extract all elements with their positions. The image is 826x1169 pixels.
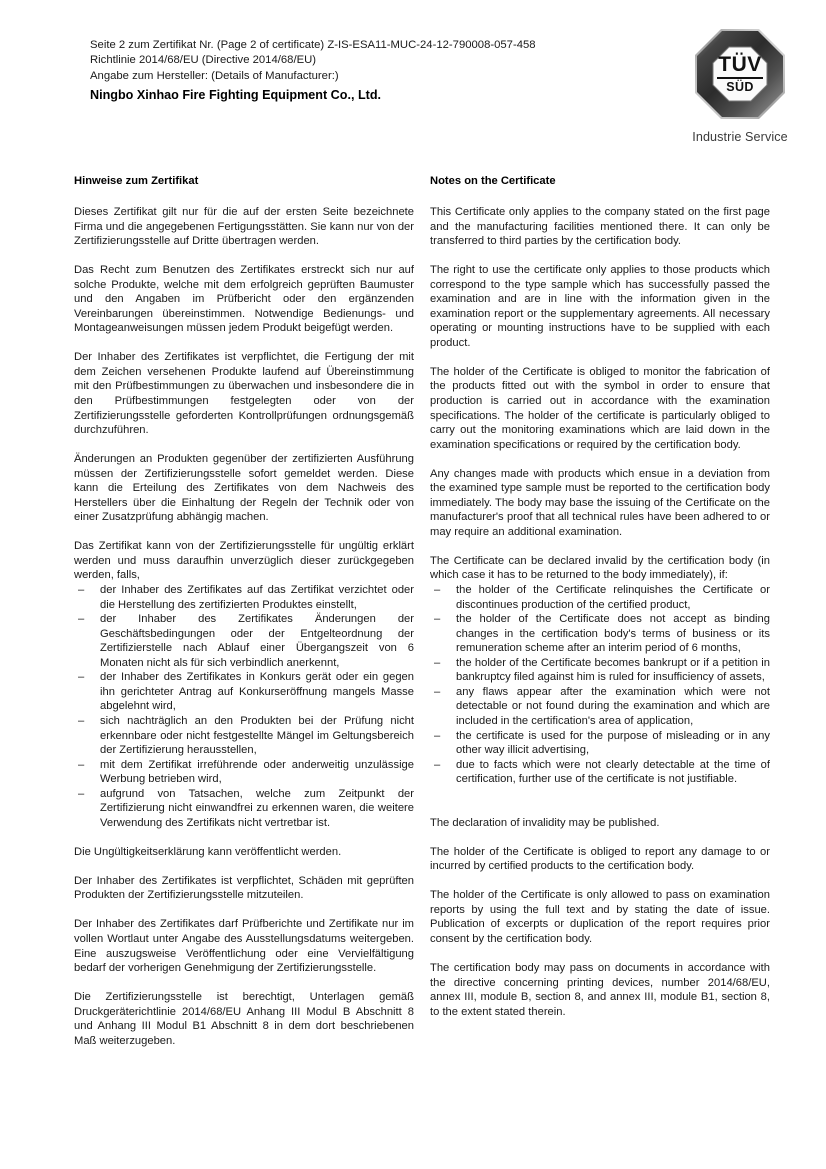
list-item: – der Inhaber des Zertifikates auf das Zertifikat verzichtet oder die Herstellung des zertifizierten Produktes einstellt,	[74, 583, 414, 612]
english-paragraph-8: The holder of the Certificate is only allowed to pass on examination reports by using the full text and by stating the date of issue. Publication of excerpts or duplication of the report requires prior consent by the certification body.	[430, 889, 770, 945]
list-item: – due to facts which were not clearly detectable at the time of certification, further use of the certificate is not justifiable.	[430, 758, 770, 787]
english-paragraph-3: The holder of the Certificate is obliged to monitor the fabrication of the products fitted out with the symbol in order to ensure that production is carried out in accordance with the examination specifications. The holder of the certificate is particularly obliged to carry out the monitoring examinations which are laid down in the examination specifications or required by the certification body.	[430, 365, 770, 451]
english-paragraph-7: The holder of the Certificate is obliged to report any damage to or incurred by certified products to the certification body.	[430, 845, 770, 873]
english-heading: Notes on the Certificate	[430, 175, 556, 187]
english-paragraph-1: This Certificate only applies to the company stated on the first page and the manufacturing facilities mentioned there. It can only be transferred to third parties by the certification body.	[430, 206, 770, 248]
german-heading: Hinweise zum Zertifikat	[74, 175, 199, 187]
german-paragraph-7: Der Inhaber des Zertifikates ist verpflichtet, Schäden mit geprüften Produkten der Zertifizierungsstelle mitzuteilen.	[74, 874, 414, 902]
english-paragraph-5: The Certificate can be declared invalid by the certification body (in which case it has to be returned to the body immediately), if:	[430, 554, 770, 582]
german-paragraph-5: Das Zertifikat kann von der Zertifizierungsstelle für ungültig erklärt werden und muss daraufhin unverzüglich dieser zurückgegeben werden, falls,	[74, 540, 414, 582]
list-item: – the holder of the Certificate relinquishes the Certificate or discontinues production of the certified product,	[430, 583, 770, 612]
german-paragraph-2: Das Recht zum Benutzen des Zertifikates erstreckt sich nur auf solche Produkte, welche mit dem erfolgreich geprüften Baumuster und den Angaben im Prüfbericht oder den ergänzenden Vereinbarungen übereinstimmen. Notwendige Bedienungs- und Montageanweisungen müssen jedem Produkt beigefügt werden.	[74, 264, 414, 335]
logo-wordmark	[694, 28, 786, 120]
german-paragraph-1: Dieses Zertifikat gilt nur für die auf der ersten Seite bezeichnete Firma und die angegebenen Fertigungsstätten. Sie kann nur von der Zertifizierungsstelle auf Dritte übertragen werden.	[74, 206, 414, 248]
german-invalidity-list	[74, 583, 414, 830]
list-item: – der Inhaber des Zertifikates in Konkurs gerät oder ein gegen ihn gerichteter Antrag auf Konkurseröffnung mangels Masse abgelehnt wird,	[74, 670, 414, 714]
tuv-sud-logo	[677, 28, 803, 144]
list-item: – der Inhaber des Zertifikates Änderungen der Geschäftsbedingungen oder der Entgelteordnung der Zertifizierstelle nach Ablauf einer Übergangszeit von 6 Monaten nicht als für sich verbindlich anerkennt,	[74, 612, 414, 670]
certificate-number-line: Seite 2 zum Zertifikat Nr. (Page 2 of certificate) Z-IS-ESA11-MUC-24-12-790008-057-458	[90, 39, 536, 51]
english-list-spacer	[430, 801, 770, 816]
document-header	[90, 38, 650, 105]
english-paragraph-6: The declaration of invalidity may be published.	[430, 816, 660, 829]
logo-divider	[717, 77, 763, 78]
list-item: – the certificate is used for the purpose of misleading or in any other way illicit advertising,	[430, 729, 770, 758]
english-paragraph-4: Any changes made with products which ensue in a deviation from the examined type sample must be reported to the certification body immediately. The body may base the issuing of the Certificate on the manufacturer's proof that all technical rules have been adhered to or may require an additional examination.	[430, 467, 770, 538]
list-item: – the holder of the Certificate becomes bankrupt or if a petition in bankruptcy filed against him is ruled for insufficiency of assets,	[430, 656, 770, 685]
list-item: – mit dem Zertifikat irreführende oder anderweitig unzulässige Werbung betrieben wird,	[74, 758, 414, 787]
manufacturer-label-line: Angabe zum Hersteller: (Details of Manufacturer:)	[90, 69, 339, 82]
english-column	[430, 174, 770, 1019]
german-paragraph-3: Der Inhaber des Zertifikates ist verpflichtet, die Fertigung der mit dem Zeichen versehenen Produkte laufend auf Übereinstimmung mit den Prüfbestimmungen zu überwachen und insbesondere die in den Prüfbestimmungen festgelegten oder von der Zertifizierungsstelle geforderten Kontrollprüfungen ordnungsgemäß durchzuführen.	[74, 351, 414, 437]
logo-sud-text: SÜD	[726, 79, 754, 94]
list-item: – aufgrund von Tatsachen, welche zum Zeitpunkt der Zertifizierung nicht einwandfrei zu erkennen waren, die weitere Verwendung des Zertifikats nicht vertretbar ist.	[74, 787, 414, 831]
list-item: – the holder of the Certificate does not accept as binding changes in the certification body's terms of business or its remuneration scheme after an interim period of 6 months,	[430, 612, 770, 656]
manufacturer-name: Ningbo Xinhao Fire Fighting Equipment Co., Ltd.	[90, 88, 382, 103]
german-paragraph-9: Die Zertifizierungsstelle ist berechtigt, Unterlagen gemäß Druckgeräterichtlinie 2014/68/EU Anhang III Modul B Abschnitt 8 und Anhang III Modul B1 Abschnitt 8 in dem dort beschriebenen Maß weiterzugeben.	[74, 991, 414, 1047]
list-item: – sich nachträglich an den Produkten bei der Prüfung nicht erkennbare oder nicht festgestellte Mängel im Geltungsbereich der Zertifizierung herausstellen,	[74, 714, 414, 758]
logo-tuv-text: TÜV	[718, 53, 762, 77]
english-paragraph-9: The certification body may pass on documents in accordance with the directive concerning printing devices, number 2014/68/EU, annex III, module B, section 8, and annex III, module B1, section 8, to the extent stated therein.	[430, 962, 770, 1018]
english-invalidity-list	[430, 583, 770, 787]
german-paragraph-6: Die Ungültigkeitserklärung kann veröffentlicht werden.	[74, 845, 342, 858]
german-paragraph-4: Änderungen an Produkten gegenüber der zertifizierten Ausführung müssen der Zertifizierungsstelle sofort gemeldet werden. Diese kann die Erteilung des Zertifikates von dem Nachweis des Herstellers über die Einhaltung der Regeln der Technik oder von einer Zusatzprüfung abhängig machen.	[74, 453, 414, 524]
logo-caption: Industrie Service	[692, 130, 788, 144]
english-paragraph-2: The right to use the certificate only applies to those products which correspond to the type sample which has successfully passed the examination and are in line with the information given in the examination report or the supplementary agreements. All necessary operating or mounting instructions have to be supplied with each product.	[430, 264, 770, 349]
octagon-icon	[694, 28, 786, 120]
list-item: – any flaws appear after the examination which were not detectable or not found during the examination and which are included in the certification's area of application,	[430, 685, 770, 729]
german-paragraph-8: Der Inhaber des Zertifikates darf Prüfberichte und Zertifikate nur im vollen Wortlaut unter Angabe des Ausstellungsdatums weitergeben. Eine auszugsweise Veröffentlichung oder eine Vervielfältigung bedarf der vorherigen Genehmigung der Zertifizierungsstelle.	[74, 918, 414, 975]
directive-line: Richtlinie 2014/68/EU (Directive 2014/68/EU)	[90, 54, 317, 67]
german-column	[74, 174, 414, 1048]
